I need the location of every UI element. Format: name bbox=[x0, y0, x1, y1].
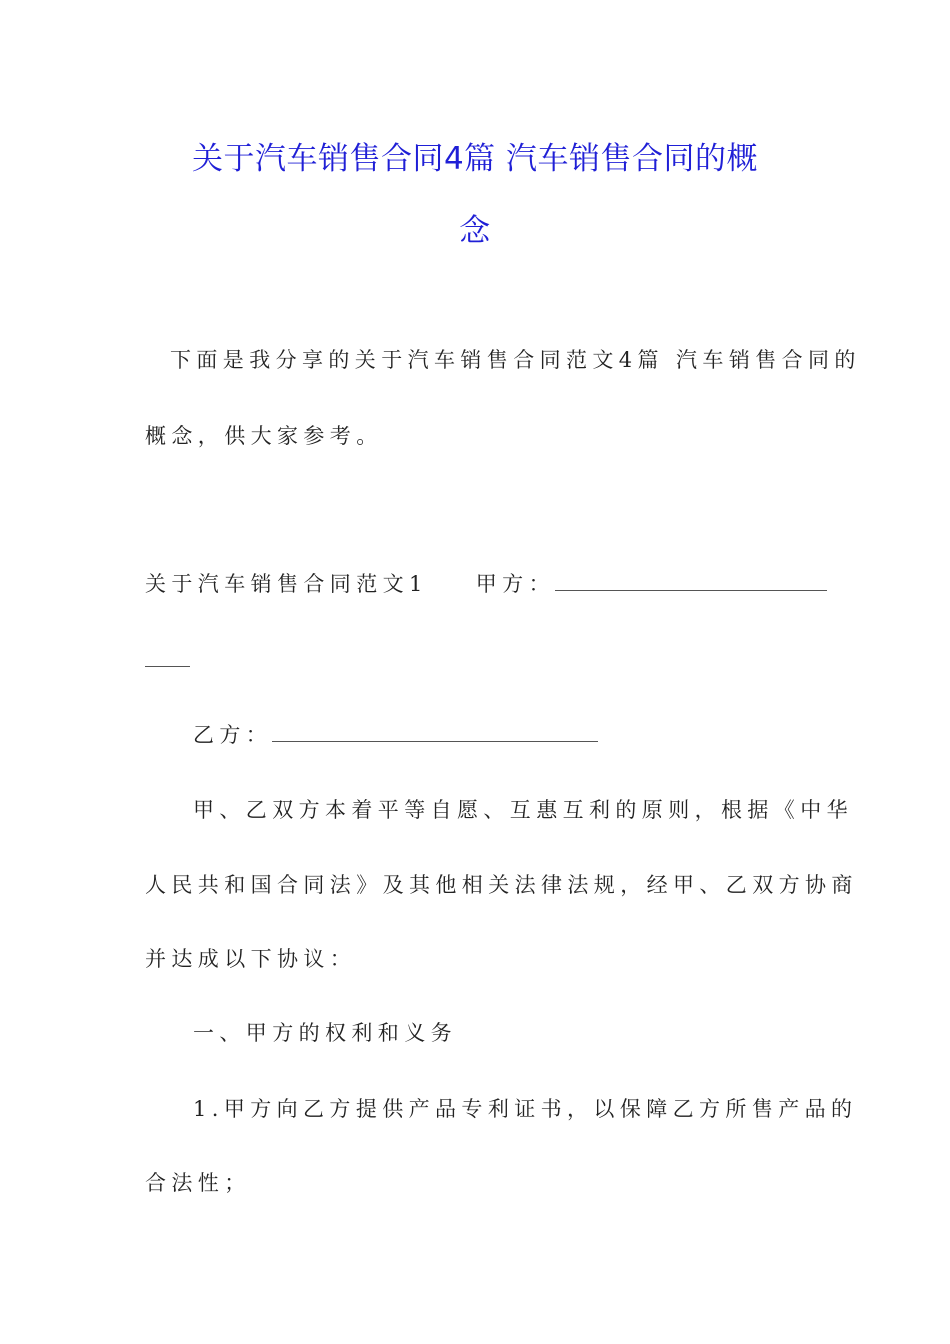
intro-line-1: 下面是我分享的关于汽车销售合同范文4篇 汽车销售合同的 bbox=[170, 348, 861, 372]
preamble-line-1: 甲、乙双方本着平等自愿、互惠互利的原则，根据《中华 bbox=[193, 798, 853, 822]
party-a-label: 甲方： bbox=[475, 572, 555, 596]
party-a-blank-continued bbox=[145, 646, 190, 667]
party-b-blank bbox=[272, 721, 598, 742]
preamble-line-3: 并达成以下协议： bbox=[145, 947, 357, 971]
contract-heading: 关于汽车销售合同范文1 bbox=[145, 572, 428, 596]
document-title-line-2: 念 bbox=[459, 213, 491, 249]
party-a-blank bbox=[555, 570, 827, 591]
party-b-label: 乙方： bbox=[193, 723, 273, 747]
item-1-line-1: 1.甲方向乙方提供产品专利证书，以保障乙方所售产品的 bbox=[193, 1097, 858, 1121]
section-1-title: 一、甲方的权利和义务 bbox=[193, 1021, 457, 1045]
contract-heading-row bbox=[145, 569, 827, 599]
party-a-blank-continued-row bbox=[145, 645, 190, 675]
item-1-line-2: 合法性； bbox=[145, 1171, 251, 1195]
document-title-line-1: 关于汽车销售合同4篇 汽车销售合同的概 bbox=[191, 141, 759, 177]
party-b-row bbox=[193, 720, 598, 750]
intro-line-2: 概念，供大家参考。 bbox=[145, 424, 383, 448]
preamble-line-2: 人民共和国合同法》及其他相关法律法规，经甲、乙双方协商 bbox=[145, 873, 858, 897]
